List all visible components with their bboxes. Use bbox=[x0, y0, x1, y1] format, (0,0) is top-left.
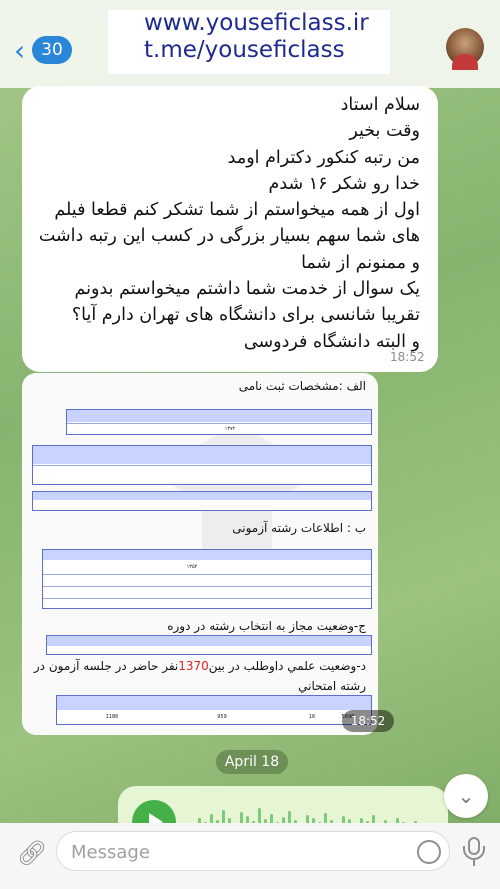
message-composer bbox=[0, 823, 500, 889]
table-cell: 16 bbox=[308, 714, 316, 720]
message-line: تقریبا شانسی برای دانشگاه های تهران دارم آیا؟ bbox=[71, 305, 420, 326]
section-b-heading: ب : اطلاعات رشته آزمونی bbox=[232, 521, 366, 535]
education-sub-table bbox=[32, 491, 372, 511]
message-line: من رتبه کنکور دکترام اومد bbox=[227, 147, 420, 168]
date-separator: April 18 bbox=[216, 750, 288, 774]
sticker-icon[interactable] bbox=[417, 840, 441, 864]
chevron-down-icon: ⌄ bbox=[457, 784, 475, 808]
message-timestamp: 18:52 bbox=[390, 350, 425, 364]
table-row bbox=[67, 423, 371, 424]
table-row bbox=[43, 598, 371, 599]
message-line: های شما سهم بسیار بزرگی در کسب این رتبه داشت bbox=[38, 226, 420, 247]
message-line: و البته دانشگاه فردوسی bbox=[243, 331, 420, 352]
table-row bbox=[33, 465, 371, 466]
chevron-left-icon: ‹ bbox=[14, 34, 26, 67]
attach-icon[interactable]: 🔗︎ bbox=[16, 839, 48, 867]
message-line: سلام استاد bbox=[340, 95, 420, 115]
table-row bbox=[43, 574, 371, 575]
channel-branding bbox=[108, 10, 390, 74]
table-cell: 5698 bbox=[341, 714, 355, 720]
table-header bbox=[57, 696, 371, 710]
scroll-down-button[interactable] bbox=[444, 774, 488, 818]
unread-count-badge: 30 bbox=[32, 36, 72, 64]
avatar-figure bbox=[452, 54, 478, 70]
exam-field-table bbox=[42, 549, 372, 609]
message-bubble[interactable] bbox=[22, 86, 438, 372]
telegram-link-text: t.me/youseficlass bbox=[144, 37, 345, 63]
education-table bbox=[32, 445, 372, 485]
message-field[interactable] bbox=[56, 831, 450, 871]
message-input[interactable] bbox=[71, 838, 401, 866]
message-line: یک سوال از خدمت شما داشتم میخواستم بدونم bbox=[74, 279, 420, 300]
back-button[interactable] bbox=[14, 36, 70, 66]
mic-arc bbox=[463, 846, 485, 860]
participant-count: 1370 bbox=[178, 659, 209, 673]
table-header bbox=[33, 446, 371, 464]
table-header bbox=[43, 550, 371, 560]
message-line: خدا رو شکر ۱۶ شدم bbox=[268, 173, 420, 194]
table-cell: 1186 bbox=[105, 714, 119, 720]
registration-table bbox=[66, 409, 372, 435]
table-row bbox=[43, 586, 371, 587]
table-cell: 959 bbox=[217, 714, 227, 720]
section-a-heading: الف :مشخصات ثبت نامی bbox=[238, 379, 366, 393]
microphone-icon[interactable] bbox=[460, 837, 488, 869]
mic-stem bbox=[473, 860, 475, 866]
message-line: و ممنونم از شما bbox=[301, 252, 420, 273]
section-d-prefix: د-وضعیت علمي داوطلب در بين bbox=[208, 659, 366, 673]
photo-timestamp: 18:52 bbox=[342, 710, 394, 732]
table-cell: ۱۳۷۲ bbox=[224, 426, 236, 432]
avatar[interactable] bbox=[446, 28, 484, 66]
chat-header bbox=[0, 0, 500, 88]
section-d-heading bbox=[34, 659, 366, 673]
table-header bbox=[33, 492, 371, 500]
table-header bbox=[67, 410, 371, 422]
rank-table bbox=[56, 695, 372, 725]
section-d-suffix: نفر حاضر در جلسه آزمون در bbox=[33, 659, 179, 673]
message-line: اول از همه میخواستم از شما تشکر کنم قطعا فیلم bbox=[54, 200, 420, 221]
table-cell: ۱۳۵۴ bbox=[186, 564, 198, 570]
photo-message[interactable] bbox=[22, 373, 386, 735]
table-header bbox=[47, 636, 371, 646]
website-text: www.youseficlass.ir bbox=[144, 10, 369, 36]
eligibility-table bbox=[46, 635, 372, 655]
section-d-heading-line2: رشته امتحاني bbox=[298, 679, 366, 693]
message-line: وقت بخیر bbox=[349, 121, 420, 142]
section-c-heading: ج-وضعیت مجاز به انتخاب رشته در دوره bbox=[167, 619, 366, 633]
